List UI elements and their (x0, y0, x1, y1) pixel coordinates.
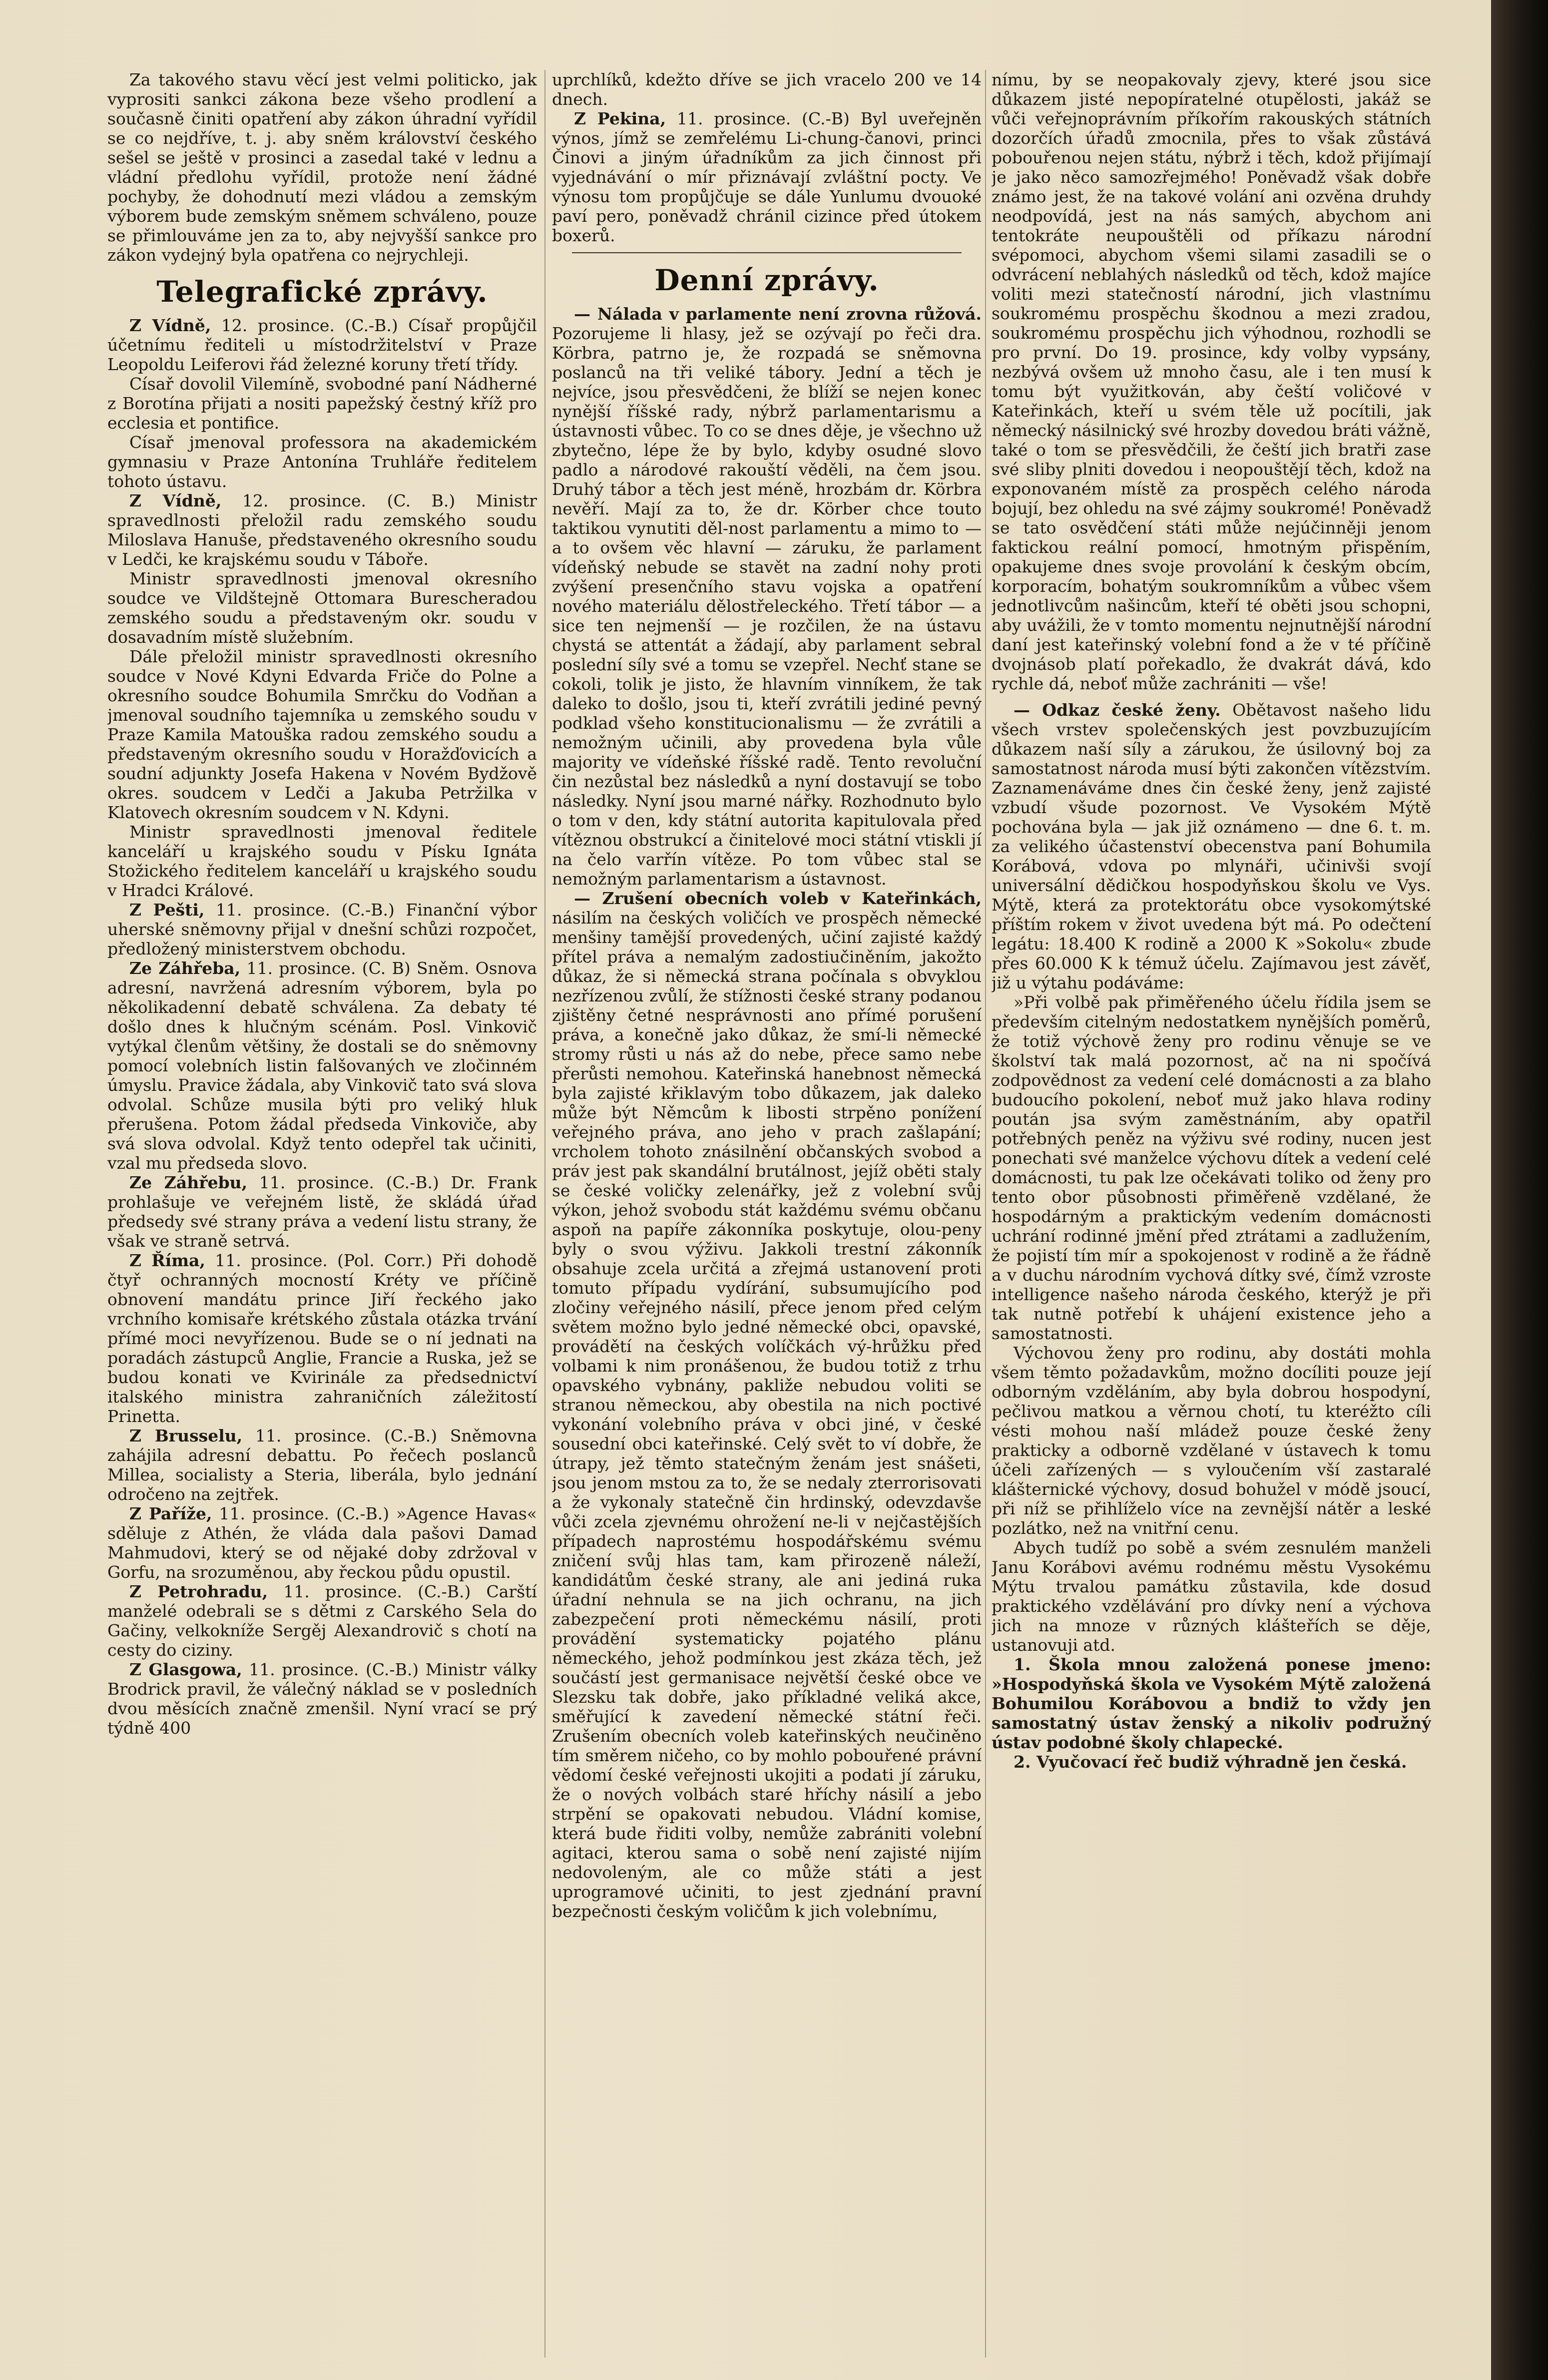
news-item: — Odkaz české ženy. Obětavost našeho lidu všech vrstev společenských jest povzbuzujícím důkazem naší síly a zárukou, že úsilovný boj za samostatnost národa musí býti zakončen vítězstvím. Zaznamenáváme dnes čin české ženy, jenž zajisté vzbudí všude pozornost. Ve Vysokém Mýtě pochována byla — jak již oznámeno — dne 6. t. m. za velikého účastenství obecenstva paní Bohumila Korábová, vdova po mlynáři, učinivši svojí universální dědičkou hospodyňskou školu ve Vys. Mýtě, která za protektorátu obce vysokomýtské příštím rokem v život uvedena být má. Po odečtení legátu: 18.400 K rodině a 2000 K »Sokolu« zbude přes 60.000 K k témuž účelu. Zajímavou jest závěť, již u výtahu podáváme: (992, 700, 1431, 992)
quote-paragraph: Abych tudíž po sobě a svém zesnulém manželi Janu Korábovi avému rodnému městu Vysokému Mýtu trvalou památku zůstavila, kde dosud praktického vzdělávání pro dívky není a výchova jich na mnoze v různých klášteřích se děje, ustanovuji atd. (992, 1538, 1431, 1655)
section-heading-daily: Denní zprávy. (654, 263, 879, 297)
telegram-paragraph: Dále přeložil ministr spravedlnosti okresního soudce v Nové Kdyni Edvarda Friče do Polne a okresního soudce Bohumila Smrčku do Vodňan a jmenoval soudního tajemníka u zemského soudu v Praze Kamila Matouška radou zemského soudu a představeným okresního soudu v Horažďovicích a soudní adjunkty Josefa Hakena v Novém Bydžově okres. soudcem v Ledči a Jakuba Petržilka v Klatovech okresním soudcem v N. Kdyni. (107, 647, 537, 822)
telegram: Z Pešti, 11. prosince. (C.-B.) Finanční výbor uherské sněmovny přijal v dnešní schůzi rozpočet, předložený ministerstvem obchodu. (107, 900, 537, 958)
telegram-paragraph: Císař jmenoval professora na akademickém gymnasiu v Praze Antonína Truhláře ředitelem tohoto ústavu. (107, 433, 537, 491)
telegram: Z Pekina, 11. prosince. (C.-B) Byl uveřejněn výnos, jímž se zemřelému Li-chung-čanovi, princi Činovi a jiným úřadníkům za jich činnost při vyjednávání o mír přiznávají zvláštní pocty. Ve výnosu tom propůjčuje se dále Yunlumu dvouoké paví pero, poněvadž chránil cizince před útokem boxerů. (552, 109, 982, 245)
article-continuation: nímu, by se neopakovaly zjevy, které jsou sice důkazem jisté nepopíratelné otupělosti, jakáž se vůči veřejnoprávním příkořím rakouských státních dozorčích úřadů zmocnila, přes to však zůstává pobouřenou nejen státu, nýbrž i těch, kdož přijímají je jako něco samozřejmého! Poněvadž však dobře známo jest, že na takové volání ani ozvěna druhdy neodpovídá, jest na nás samých, abychom ani tentokráte neupouštěli od příkazu národní svépomoci, abychom všemi silami zasadili se o odvrácení neblahých následků od těch, kdož majíce voliti mezi statečností národní, jich vlastnímu soukromému prospěchu škodnou a mezi zradou, soukromému prospěchu jich výhodnou, rozhodli se pro první. Do 19. prosince, kdy volby vypsány, nezbývá ovšem už mnoho času, ale i ten musí k tomu být využitkován, aby čeští voličové v Kateřinkách, kteří u svém těle už pocítili, jak německý násilnický své hrozby dovedou bráti vážně, také o tom se přesvědčili, že čeští jich bratři zase své sliby plniti dovedou i neopouštějí těch, kdož na exponovaném místě za prospěch celého národa bojují, bez ohledu na své zájmy soukromé! Poněvadž se tato osvědčení státi může nejúčinněji jenom faktickou reální pomocí, hmotným přispěním, opakujeme dnes svoje provolání k českým obcím, korporacím, bohatým soukromníkům a vůbec všem jednotlivcům našincům, kteří té oběti jsou schopni, aby uvážili, že v tomto momentu nejnutnější národní daní jest kateřinský volební fond a že v té příčině dvojnásob platí pořekadlo, že dvakrát dává, kdo rychle dá, neboť může zachrániti — vše! (992, 70, 1431, 693)
dateline: Z Říma, (129, 1251, 206, 1270)
telegram-paragraph: Ministr spravedlnosti jmenoval ředitele kanceláří u krajského soudu v Písku Ignáta Stožického ředitelem kanceláří u krajského soudu v Hradci Králové. (107, 822, 537, 900)
dateline: Z Pešti, (129, 900, 205, 920)
dateline: Z Glasgowa, (129, 1660, 242, 1679)
telegram: Z Petrohradu, 11. prosince. (C.-B.) Carští manželé odebrali se s dětmi z Carského Sela do Gačiny, velkokníže Sergěj Alexandrovič s chotí na cesty do ciziny. (107, 1582, 537, 1660)
column-2 (552, 70, 982, 2358)
dateline: Z Vídně, (129, 491, 222, 510)
quote-paragraph: Výchovou ženy pro rodinu, aby dostáti mohla všem těmto požadavkům, možno docíliti pouze její odborným vzděláním, aby byla dobrou hospodyní, pečlivou matkou a věrnou chotí, tu kteréžto cíli vésti mohou naší mládež pouze české ženy prakticky a odborně vzdělané v ústavech k tomu účeli zařízených — s vyloučením vší zastaralé klášternické výchovy, dosud bohužel v módě jsoucí, při níž se přihlíželo více na zevnější nátěr a leské pozlátko, než na vnitřní cenu. (992, 1343, 1431, 1538)
telegram: Z Vídně, 12. prosince. (C.-B.) Císař propůjčil účetnímu řediteli u místodržitelství v Praze Leopoldu Leiferovi řád železné koruny třetí třídy. (107, 316, 537, 374)
quote-paragraph: »Při volbě pak přiměřeného účelu řídila jsem se především citelným nedostatkem nynějších poměrů, že totiž výchově ženy pro rodinu věnuje se ve školství tak malá pozornost, ač na ni spočívá zodpovědnost za vedení celé domácnosti a za blaho budoucího pokolení, neboť muž jako hlava rodiny poután jsa svým zaměstnáním, aby opatřil potřebných peněz na výživu své rodiny, nucen jest ponechati své manželce výchovu dítek a vedení celé domácnosti, tu pak lze očekávati toliko od ženy pro tento obor působnosti přiměřeně vzdělané, že hospodárným a praktickým vedením domácnosti uchrání rodinné jmění před ztrátami a zadlužením, že pojistí tím mír a spokojenost v rodině a že řádně a v duchu národním vychová dítky své, čímž vzroste intelligence našeho národa českého, kterýž je při tak nutně potřebí k uhájení existence jeho a samostatnosti. (992, 992, 1431, 1343)
column-1 (107, 70, 537, 2358)
section-divider (572, 252, 962, 253)
telegram: Ze Záhřebu, 11. prosince. (C.-B.) Dr. Frank prohlašuje ve veřejném listě, že skládá úřad předsedy své strany práva a vedení listu strany, že však ve straně setrvá. (107, 1173, 537, 1251)
dateline: Z Pekina, (574, 109, 666, 128)
telegram: Z Paříže, 11. prosince. (C.-B.) »Agence Havas« sděluje z Athén, že vláda dala pašovi Damad Mahmudovi, který se od nějaké doby zdržoval v Gorfu, na srozuměnou, aby řeckou půdu opustil. (107, 1504, 537, 1582)
news-item-title: — Zrušení obecních voleb v Kateřinkách, (574, 889, 982, 908)
news-item: — Zrušení obecních voleb v Kateřinkách, násilím na českých voličích ve prospěch německé menšiny tamější provedených, učiní zajisté každý přítel práva a nemalým zadostiučiněním, jakožto důkaz, že si německá strana počínala s obvyklou nezřízenou zvůlí, že stížnosti české strany podanou zjištěny četné nesprávnosti ano přímé porušení práva, a konečně jako důkaz, že smí-li německé stromy růsti u nás až do nebe, přece samo nebe přerůsti nemohou. Kateřinská hanebnost německá byla zajisté křiklavým tobo důkazem, jak daleko může být Němcům k libosti strpěno ponížení veřejného práva, ano jeho v prach zašlapání; vrcholem tohoto znásilnění občanských svobod a práv jest pak skandální brutálnost, jejíž oběti staly se české voličky zelenářky, jež z volební svůj výkon, jehož svobodu stát každému svému občanu aspoň na papíře zákonníka poskytuje, olou-peny byly o svou výživu. Jakkoli trestní zákonník obsahuje zcela určitá a zřejmá ustanovení proti tomuto případu vydírání, subsumujícího pod zločiny veřejného násilí, přece jenom před celým světem možno bylo jedné německé obci, opavské, provádětí na českých volíčkách vý-hrůžku před volbami k nim pronášenou, že budou totiž z trhu opavského vybnány, pakliže nebudou voliti se stranou německou, aby obestila na nich poctivé vykonání volebního práva v obci jiné, v české sousední obci kateřinské. Celý svět to ví dobře, že útrapy, jež těmto statečným ženám jest snášeti, jsou jenom mstou za to, že se nedaly zterrorisovati a že vykonaly statečně čin hrdinský, odevzdavše vůči zcela zjevnému ohrožení ne-li v nejčastějších případech naprostému hospodářskému svému zničení svůj hlas tam, kam přirozeně náleží, kandidátům české strany, ale ani jediná ruka úřadní nehnula se na jich ochranu, na jich zabezpečení proti německému násilí, proti provádění systematicky pojatého plánu německého, jehož podmínkou jest zkáza těch, jež součástí jest germanisace největší české obce ve Slezsku tak dobře, jako příkladné veliká akce, směřující k zavedení německé státní řeči. Zrušením obecních voleb kateřinských neučiněno tím směrem ničeho, co by mohlo pobouřené právní vědomí české veřejnosti ukojiti a podati jí záruku, že o nových volbách staré hříchy násilí a jebo strpění se opakovati nebudou. Vládní komise, která bude řiditi volby, nemůže zabrániti volební agitaci, kterou sama o sobě není zajisté nijím nedovoleným, ale co může státi a jest uprogramové učiniti, to jest zjednání pravní bezpečnosti českým voličům k jich volebnímu, (552, 889, 982, 1921)
dateline: Z Petrohradu, (129, 1582, 268, 1601)
dateline: Ze Záhřeba, (129, 958, 241, 978)
telegram: Z Glasgowa, 11. prosince. (C.-B.) Ministr války Brodrick pravil, že válečný náklad se v posledních dvou měsících značně zmenšil. Nyní vrací se prý týdně 400 (107, 1660, 537, 1738)
section-heading-telegraphic: Telegrafické zprávy. (156, 275, 488, 309)
telegram: Z Vídně, 12. prosince. (C. B.) Ministr spravedlnosti přeložil radu zemského soudu Miloslava Hanuše, představeného okresního soudu v Ledči, ke krajskému soudu v Táboře. (107, 491, 537, 569)
list-item: 1. Škola mnou založená ponese jmeno: »Hospodyňská škola ve Vysokém Mýtě založená Bohumilou Korábovou a bndiž to vždy jen samostatný ústav ženský a nikoliv podružný ústav podobné školy chlapecké. (992, 1655, 1431, 1752)
telegram-paragraph: Ministr spravedlnosti jmenoval okresního soudce ve Vildštejně Ottomara Burescheradou zemského soudu a představeným okr. soudu v dosavadním místě služebním. (107, 569, 537, 647)
column-rule (544, 70, 545, 2358)
column-3 (992, 70, 1431, 2358)
telegram: Z Říma, 11. prosince. (Pol. Corr.) Při dohodě čtyř ochranných mocností Kréty ve příčině obnovení mandátu prince Jiří řeckého jako vrchního komisaře krétského zůstala otázka trvání přímé moci nevyřízenou. Bude se o ní jednati na poradách zástupců Anglie, Francie a Ruska, jež se budou konati ve Kvirinále za předsednictví italského ministra zahraničních záležitostí Prinetta. (107, 1251, 537, 1426)
page-edge-shadow (1491, 0, 1548, 2380)
news-item: — Nálada v parlamente není zrovna růžová. Pozorujeme li hlasy, jež se ozývají po řeči dra. Körbra, patrno je, že rozpadá se sněmovna poslanců na tři veliké tábory. Jední a těch je nejvíce, jsou přesvědčeni, že blíží se nejen konec nynější říšské rady, nýbrž parlamentarismu a ústavnosti vůbec. To co se dnes děje, je všechno už zbytečno, lépe že by bylo, kdyby osudné slovo padlo a národové rakouští věděli, na čem jsou. Druhý tábor a těch jest méně, hrozbám dr. Körbra nevěří. Mají za to, že dr. Körber chce touto taktikou vynutiti děl-nost parlamentu a mimo to — a to ovšem věc hlavní — záruku, že parlament vídeňský nebude se stavět na zadní nohy proti zvýšení presenčního stavu vojska a opatření nového materiálu dělostřeleckého. Třetí tábor — a sice ten nejmenší — je rozčilen, že na ústavu chystá se attentát a žádají, aby parlament sebral poslední síly své a tomu se vzepřel. Nechť stane se cokoli, tolik je jisto, že hlavním vinníkem, že tak daleko to došlo, jsou ti, kteří zvrátili jediné pevný podklad všeho konstitucionalismu — že zvrátili a nemožným učinili, aby provedena byla vůle majority ve vídeňské říšské radě. Tento revoluční čin nezůstal bez následků a nyní dostavují se tobo následky. Nyní jsou marné nářky. Rozhodnuto bylo o tom v den, kdy státní autorita kapitulovala před vítěznou obstrukcí a činitelové moci státní vtiskli jí na čelo varřín vítěze. Po tom vůbec stal se nemožným parlamentarism a ústavnost. (552, 304, 982, 889)
dateline: Ze Záhřebu, (129, 1173, 248, 1192)
dateline: Z Vídně, (129, 316, 211, 335)
list-item: 2. Vyučovací řeč budiž výhradně jen česká. (1014, 1752, 1407, 1772)
article-paragraph: Za takového stavu věcí jest velmi politicko, jak vyprositi sankci zákona beze všeho prodlení a současně činiti opatření aby zákon úhradní vyřídil se co nejdříve, t. j. aby sněm království českého sešel se ještě v prosinci a zasedal také v lednu a vládní předlohu vyřídil, protože není žádné pochyby, že dohodnutí mezi vládou a zemským výborem bude zemským sněmem schváleno, pouze se přimlouváme jen za to, aby nejvyšší sankce pro zákon vydejný byla opatřena co nejrychleji. (107, 70, 537, 265)
news-item-title: — Nálada v parlamente není zrovna růžová. (574, 304, 982, 324)
news-item-title: — Odkaz české ženy. (1014, 700, 1221, 720)
column-rule (985, 70, 986, 2358)
telegram: Ze Záhřeba, 11. prosince. (C. B) Sněm. Osnova adresní, navržená adresním výborem, byla po několikadenní debatě schválena. Za debaty té došlo dnes k hlučným scénám. Posl. Vinkovič vytýkal členům většiny, že dostali se do sněmovny pomocí volebních listin falšovaných ve zločinném úmyslu. Pravice žádala, aby Vinkovič tato svá slova odvolal. Schůze musila býti pro veliký hluk přerušena. Potom žádal předseda Vinkoviče, aby svá slova odvolal. Když tento odepřel tak učiniti, vzal mu předseda slovo. (107, 958, 537, 1173)
telegram-paragraph: Císař dovolil Vilemíně, svobodné paní Nádherné z Borotína přijati a nositi papežský čestný kříž pro ecclesia et pontifice. (107, 374, 537, 433)
dateline: Z Paříže, (129, 1504, 212, 1523)
dateline: Z Brusselu, (129, 1426, 243, 1445)
telegram: Z Brusselu, 11. prosince. (C.-B.) Sněmovna zahájila adresní debattu. Po řečech poslanců Millea, socialisty a Steria, liberála, bylo jednání odročeno na zejtřek. (107, 1426, 537, 1504)
article-continuation: uprchlíků, kdežto dříve se jich vracelo 200 ve 14 dnech. (552, 70, 982, 109)
